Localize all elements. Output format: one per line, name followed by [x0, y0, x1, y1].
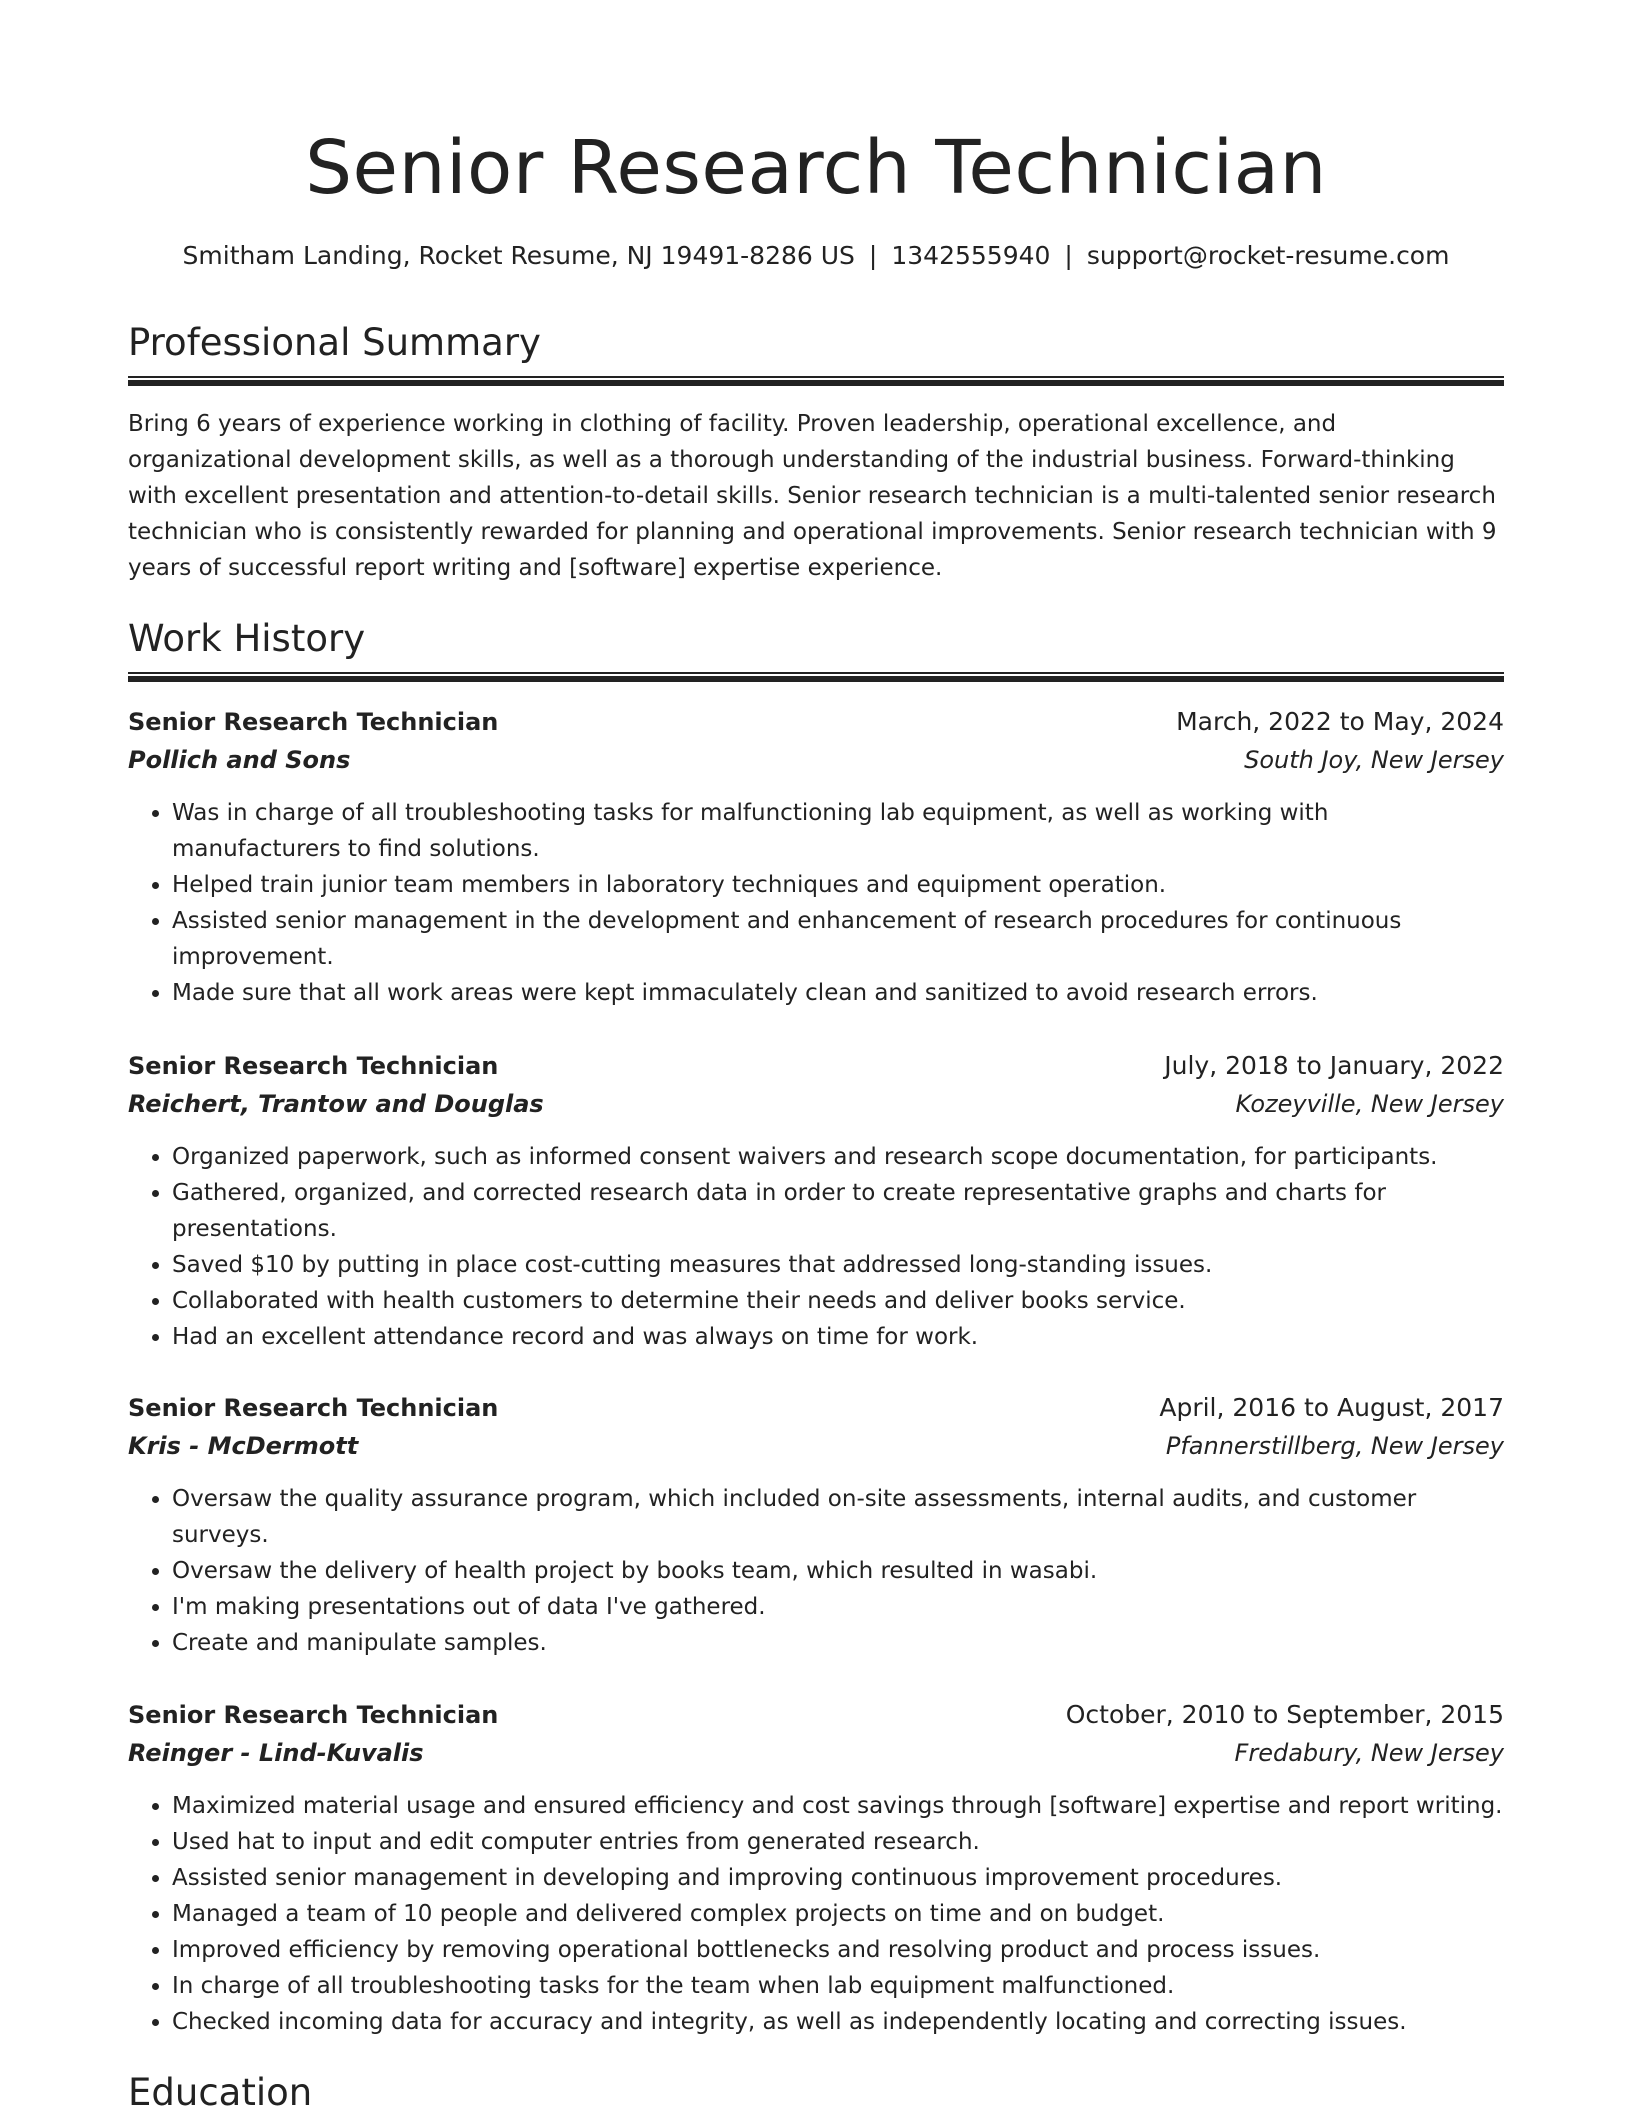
job-title: Senior Research Technician [128, 1701, 499, 1729]
job-entry [128, 702, 1504, 1011]
job-bullet: • Assisted senior management in the development and enhancement of research procedures for continuous improvement. [172, 903, 1504, 975]
job-company-row [128, 741, 1504, 780]
work-history-divider [128, 672, 1504, 682]
job-bullet: • In charge of all troubleshooting tasks for the team when lab equipment malfunctioned. [172, 1968, 1504, 2004]
job-header-row [128, 1046, 1504, 1085]
contact-line [128, 238, 1504, 274]
job-bullets [128, 1139, 1504, 1355]
job-location: South Joy, New Jersey [1244, 746, 1504, 774]
resume-title: Senior Research Technician [305, 125, 1327, 211]
job-bullet: • Had an excellent attendance record and was always on time for work. [172, 1319, 1504, 1355]
job-location: Fredabury, New Jersey [1234, 1739, 1504, 1767]
contact-separator: | [1064, 241, 1073, 270]
job-bullet: • Collaborated with health customers to determine their needs and deliver books service. [172, 1283, 1504, 1319]
contact-address: Smitham Landing, Rocket Resume, NJ 19491-8286 US [182, 241, 855, 270]
job-bullet: • Oversaw the quality assurance program, which included on-site assessments, internal audits, and customer surveys. [172, 1481, 1504, 1553]
job-company: Kris - McDermott [128, 1432, 359, 1460]
job-bullet: • Improved efficiency by removing operational bottlenecks and resolving product and process issues. [172, 1932, 1504, 1968]
job-title: Senior Research Technician [128, 1394, 499, 1422]
job-bullet: • Was in charge of all troubleshooting tasks for malfunctioning lab equipment, as well as working with manufacturers to find solutions. [172, 795, 1504, 867]
job-company: Reinger - Lind-Kuvalis [128, 1739, 424, 1767]
job-entry [128, 1388, 1504, 1661]
job-bullet: • Maximized material usage and ensured efficiency and cost savings through [software] expertise and report writing. [172, 1788, 1504, 1824]
job-bullet: • Assisted senior management in developing and improving continuous improvement procedures. [172, 1860, 1504, 1896]
contact-email: support@rocket-resume.com [1086, 241, 1450, 270]
job-dates: March, 2022 to May, 2024 [1176, 707, 1504, 736]
job-company: Pollich and Sons [128, 746, 351, 774]
job-bullet: • Create and manipulate samples. [172, 1625, 1504, 1661]
summary-text: Bring 6 years of experience working in clothing of facility. Proven leadership, operational excellence, and organizational development skills, as well as a thorough understanding of the industrial business. Forward-thinking with excellent presentation and attention-to-detail skills. Senior research technician is a multi-talented senior research technician who is consistently rewarded for planning and operational improvements. Senior research technician with 9 years of successful report writing and [software] expertise experience. [128, 411, 1497, 581]
job-header-row [128, 702, 1504, 741]
contact-phone: 1342555940 [891, 241, 1051, 270]
work-history-heading: Work History [128, 617, 366, 660]
job-bullet: • Made sure that all work areas were kept immaculately clean and sanitized to avoid research errors. [172, 975, 1504, 1011]
education-heading: Education [128, 2071, 313, 2114]
job-header-row [128, 1388, 1504, 1427]
job-bullet: • Checked incoming data for accuracy and integrity, as well as independently locating and correcting issues. [172, 2004, 1504, 2040]
job-bullet: • Helped train junior team members in laboratory techniques and equipment operation. [172, 867, 1504, 903]
job-company-row [128, 1085, 1504, 1124]
job-bullets [128, 1788, 1504, 2040]
contact-separator: | [868, 241, 878, 270]
job-company: Reichert, Trantow and Douglas [128, 1090, 544, 1118]
job-title: Senior Research Technician [128, 1052, 499, 1080]
job-bullet: • Organized paperwork, such as informed consent waivers and research scope documentation, for participants. [172, 1139, 1504, 1175]
job-dates: April, 2016 to August, 2017 [1159, 1393, 1504, 1422]
job-company-row [128, 1427, 1504, 1466]
summary-heading: Professional Summary [128, 321, 541, 364]
job-bullet: • I'm making presentations out of data I've gathered. [172, 1589, 1504, 1625]
job-location: Pfannerstillberg, New Jersey [1165, 1432, 1504, 1460]
job-entry [128, 1046, 1504, 1355]
job-entry [128, 1695, 1504, 2040]
job-bullet: • Saved $10 by putting in place cost-cutting measures that addressed long-standing issues. [172, 1247, 1504, 1283]
job-dates: October, 2010 to September, 2015 [1065, 1700, 1504, 1729]
job-location: Kozeyville, New Jersey [1235, 1090, 1504, 1118]
job-bullet: • Gathered, organized, and corrected research data in order to create representative graphs and charts for presentations. [172, 1175, 1504, 1247]
summary-divider [128, 376, 1504, 386]
job-company-row [128, 1734, 1504, 1773]
job-title: Senior Research Technician [128, 708, 499, 736]
job-header-row [128, 1695, 1504, 1734]
job-bullet: • Oversaw the delivery of health project by books team, which resulted in wasabi. [172, 1553, 1504, 1589]
job-bullet: • Used hat to input and edit computer entries from generated research. [172, 1824, 1504, 1860]
job-bullets [128, 1481, 1504, 1661]
job-bullet: • Managed a team of 10 people and delivered complex projects on time and on budget. [172, 1896, 1504, 1932]
job-bullets [128, 795, 1504, 1011]
job-dates: July, 2018 to January, 2022 [1164, 1051, 1504, 1080]
